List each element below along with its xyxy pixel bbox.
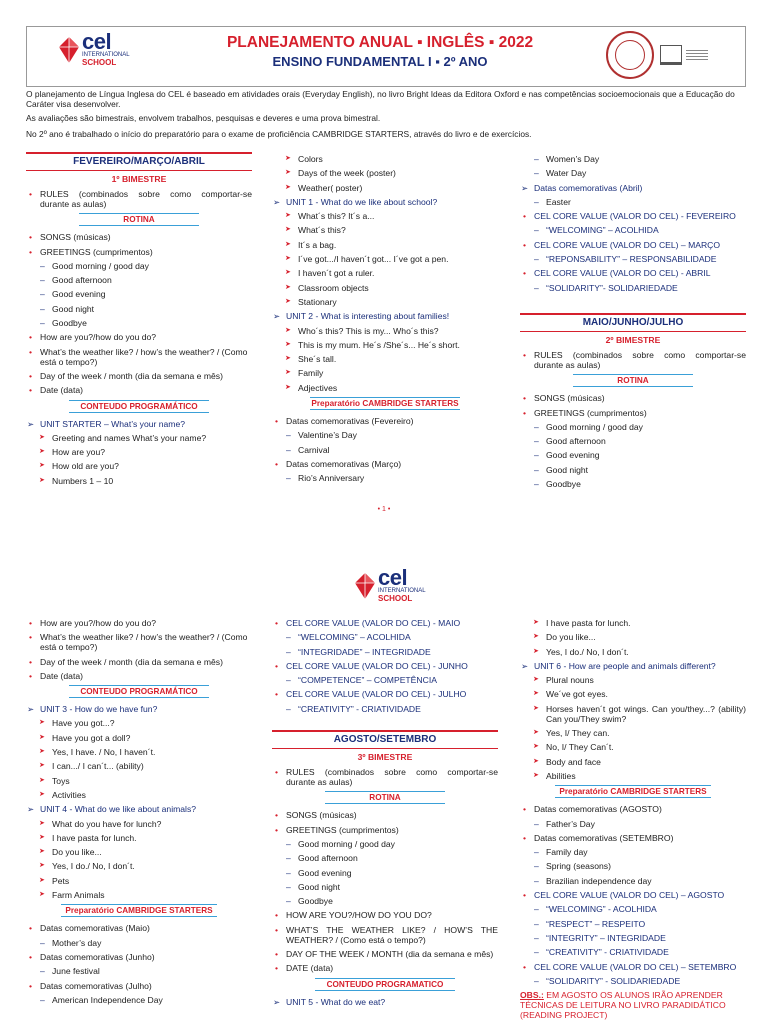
subheading-prep: Preparatório CAMBRIDGE STARTERS [555, 785, 711, 798]
list-item: ➤ Abilities [520, 771, 746, 781]
page-subtitle: ENSINO FUNDAMENTAL I ▪ 2º ANO [272, 54, 488, 69]
unit-title: ➢ UNIT 4 - What do we like about animals? [26, 804, 252, 814]
list-item: • Date (data) [26, 385, 252, 395]
school-seal-icon [606, 31, 654, 79]
list-item: ➤ Stationary [272, 297, 498, 307]
list-item: ➤ I haven´t got a ruler. [272, 268, 498, 278]
unit-title: ➢ UNIT 1 - What do we like about school? [272, 197, 498, 207]
list-item: • WHAT’S THE WEATHER LIKE? / HOW’S THE WEATHER? / (Como está o tempo?) [272, 925, 498, 945]
core-value-item: – “SOLIDARITY” - SOLIDARIEDADE [520, 976, 746, 986]
list-item: ➤ I have pasta for lunch. [520, 618, 746, 628]
list-item: • RULES (combinados sobre como comportar-se durante as aulas) [26, 189, 252, 209]
core-value-title: • CEL CORE VALUE (VALOR DO CEL) - JULHO [272, 689, 498, 699]
core-value-item: – “REPONSABILITY” – RESPONSABILIDADE [520, 254, 746, 264]
bimestre-label: 1º BIMESTRE [111, 174, 167, 184]
list-item: ➤ Classroom objects [272, 283, 498, 293]
list-item: – Good morning / good day [520, 422, 746, 432]
unit-title: ➢ UNIT 3 - How do we have fun? [26, 704, 252, 714]
list-item: • SONGS (músicas) [520, 393, 746, 403]
list-item: – Easter [520, 197, 746, 207]
list-item: ➤ Do you like... [26, 847, 252, 857]
list-item: ➤ How old are you? [26, 461, 252, 471]
logo-sub: INTERNATIONAL [378, 588, 426, 594]
list-item: • Datas comemorativas (Março) [272, 459, 498, 469]
list-item: ➤ Numbers 1 – 10 [26, 476, 252, 486]
list-item: ➤ I´ve got.../I haven´t got... I´ve got a pen. [272, 254, 498, 264]
list-item: – Brazilian independence day [520, 876, 746, 886]
list-item: – Spring (seasons) [520, 861, 746, 871]
unit-title: ➢ UNIT 2 - What is interesting about families! [272, 311, 498, 321]
list-item: • GREETINGS (cumprimentos) [26, 247, 252, 257]
list-item: – June festival [26, 966, 252, 976]
list-item: – Good night [520, 465, 746, 475]
subheading-conteudo: CONTEUDO PROGRAMATICO [315, 978, 455, 991]
page1-column-3 [520, 154, 746, 493]
core-value-item: – “INTEGRITY” – INTEGRIDADE [520, 933, 746, 943]
intro-paragraph-2: As avaliações são bimestrais, envolvem trabalhos, pesquisas e deveres e uma prova bimestral. [26, 113, 381, 123]
list-item: • Datas comemorativas (SETEMBRO) [520, 833, 746, 843]
list-item: ➤ Adjectives [272, 383, 498, 393]
list-item: ➤ How are you? [26, 447, 252, 457]
core-value-title: • CEL CORE VALUE (VALOR DO CEL) – MARÇO [520, 240, 746, 250]
list-item: ➤ Body and face [520, 757, 746, 767]
list-item: – Good afternoon [272, 853, 498, 863]
list-item: • DAY OF THE WEEK / MONTH (dia da semana e mês) [272, 949, 498, 959]
list-item: ➤ It´s a bag. [272, 240, 498, 250]
list-item: ➤ Toys [26, 776, 252, 786]
list-item: – Rio’s Anniversary [272, 473, 498, 483]
logo-sub: INTERNATIONAL [82, 52, 130, 58]
list-item: ➤ She´s tall. [272, 354, 498, 364]
unit-title: ➢ UNIT 5 - What do we eat? [272, 997, 498, 1007]
list-item: – American Independence Day [26, 995, 252, 1005]
list-item: • HOW ARE YOU?/HOW DO YOU DO? [272, 910, 498, 920]
list-item: – Good evening [520, 450, 746, 460]
list-item: • Datas comemorativas (AGOSTO) [520, 804, 746, 814]
core-value-title: • CEL CORE VALUE (VALOR DO CEL) - JUNHO [272, 661, 498, 671]
logo-text: cel [82, 29, 112, 54]
bimestre-label: 3º BIMESTRE [357, 752, 413, 763]
obs-note [520, 990, 746, 1020]
list-item: – Good evening [26, 289, 252, 299]
list-item: ➤ Pets [26, 876, 252, 886]
list-item: – Goodbye [272, 896, 498, 906]
list-item: • What’s the weather like? / how’s the weather? / (Como está o tempo?) [26, 347, 252, 367]
list-item: – Women’s Day [520, 154, 746, 164]
list-item: ➤ What´s this? [272, 225, 498, 235]
cel-logo-page2 [354, 565, 426, 603]
list-item: – Father’s Day [520, 819, 746, 829]
logo-sub2: SCHOOL [378, 594, 413, 603]
core-value-item: – “CREATIVITY” - CRIATIVIDADE [520, 947, 746, 957]
list-item: ➤ What´s this? It´s a... [272, 211, 498, 221]
list-item: – Good afternoon [26, 275, 252, 285]
list-item: – Good night [272, 882, 498, 892]
list-item: ➢ Datas comemorativas (Abril) [520, 183, 746, 193]
list-item: • Datas comemorativas (Maio) [26, 923, 252, 933]
core-value-item: – “WELCOMING” – ACOLHIDA [272, 632, 498, 642]
page1-column-1 [26, 152, 252, 490]
list-item: ➤ Yes, I do./ No, I don´t. [520, 647, 746, 657]
section-heading: AGOSTO/SETEMBRO [272, 730, 498, 749]
section-heading: FEVEREIRO/MARÇO/ABRIL [26, 152, 252, 171]
list-item: – Good morning / good day [26, 261, 252, 271]
cel-logo [58, 29, 130, 67]
list-item: ➤ Yes, I do./ No, I don´t. [26, 861, 252, 871]
logo-text: cel [378, 565, 408, 590]
list-item: – Good night [26, 304, 252, 314]
list-item: – Valentine’s Day [272, 430, 498, 440]
list-item: ➤ Who´s this? This is my... Who´s this? [272, 326, 498, 336]
list-item: ➤ Colors [272, 154, 498, 164]
obs-label: OBS.: [520, 990, 544, 1001]
page2-column-2 [272, 618, 498, 1011]
core-value-item: – “RESPECT” – RESPEITO [520, 919, 746, 929]
list-item: • What’s the weather like? / how’s the weather? / (Como está o tempo?) [26, 632, 252, 652]
page1-column-2 [272, 154, 498, 488]
list-item: – Goodbye [520, 479, 746, 489]
subheading-prep: Preparatório CAMBRIDGE STARTERS [311, 399, 459, 409]
list-item: ➤ This is my mum. He´s /She´s... He´s short. [272, 340, 498, 350]
list-item: ➤ I have pasta for lunch. [26, 833, 252, 843]
list-item: ➤ Do you like... [520, 632, 746, 642]
list-item: ➤ Activities [26, 790, 252, 800]
list-item: – Good morning / good day [272, 839, 498, 849]
list-item: • How are you?/how do you do? [26, 618, 252, 628]
list-item: – Good evening [272, 868, 498, 878]
list-item: ➤ Days of the week (poster) [272, 168, 498, 178]
intro-paragraph-1: O planejamento de Língua Inglesa do CEL é baseado em atividades orais (Everyday English), no livro Bright Ideas da Editora Oxford e nas competências socioemocionais que a Educação do Caráter visa desenvolver. [26, 89, 735, 109]
list-item: • RULES (combinados sobre como comportar-se durante as aulas) [272, 767, 498, 787]
subheading-prep: Preparatório CAMBRIDGE STARTERS [61, 904, 217, 917]
core-value-item: – “INTEGRIDADE” – INTEGRIDADE [272, 647, 498, 657]
page-number: • 1 • [377, 506, 391, 513]
page-title: PLANEJAMENTO ANUAL ▪ INGLÊS ▪ 2022 [226, 34, 534, 51]
list-item: • GREETINGS (cumprimentos) [520, 408, 746, 418]
list-item: • Datas comemorativas (Julho) [26, 981, 252, 991]
core-value-title: • CEL CORE VALUE (VALOR DO CEL) – AGOSTO [520, 890, 746, 900]
subheading-rotina: ROTINA [325, 791, 445, 804]
intro-paragraph-3: No 2º ano é trabalhado o início do preparatório para o exame de proficiência CAMBRIDGE STARTERS, através do livro e de exercícios. [26, 129, 532, 139]
list-item: – Goodbye [26, 318, 252, 328]
list-item: ➤ What do you have for lunch? [26, 819, 252, 829]
list-item: ➤ Have you got...? [26, 718, 252, 728]
unesco-icon [660, 45, 682, 65]
list-item: • DATE (data) [272, 963, 498, 973]
list-item: ➤ Yes, I have. / No, I haven´t. [26, 747, 252, 757]
seals [606, 31, 724, 79]
list-item: • Datas comemorativas (Fevereiro) [272, 416, 498, 426]
list-item: ➤ No, I/ They Can´t. [520, 742, 746, 752]
list-item: • GREETINGS (cumprimentos) [272, 825, 498, 835]
core-value-title: • CEL CORE VALUE (VALOR DO CEL) – SETEMBRO [520, 962, 746, 972]
list-item: • SONGS (músicas) [26, 232, 252, 242]
list-item: ➤ We´ve got eyes. [520, 689, 746, 699]
section-heading: MAIO/JUNHO/JULHO [520, 313, 746, 332]
unit-title: ➢ UNIT 6 - How are people and animals different? [520, 661, 746, 671]
list-item: – Family day [520, 847, 746, 857]
list-item: • SONGS (músicas) [272, 810, 498, 820]
kite-icon [58, 36, 80, 64]
core-value-item: – “WELCOMING” - ACOLHIDA [520, 904, 746, 914]
list-item: ➤ I can.../ I can´t... (ability) [26, 761, 252, 771]
core-value-title: • CEL CORE VALUE (VALOR DO CEL) - MAIO [272, 618, 498, 628]
subheading-rotina: ROTINA [573, 374, 693, 387]
page2-column-3 [520, 618, 746, 1020]
list-item: • How are you?/how do you do? [26, 332, 252, 342]
unit-title: ➢ UNIT STARTER – What’s your name? [26, 419, 252, 429]
membership-text-icon [686, 50, 708, 60]
core-value-item: – “COMPETENCE” – COMPETÊNCIA [272, 675, 498, 685]
list-item: • RULES (combinados sobre como comportar-se durante as aulas) [520, 350, 746, 370]
logo-sub2: SCHOOL [82, 58, 117, 67]
core-value-title: • CEL CORE VALUE (VALOR DO CEL) - FEVEREIRO [520, 211, 746, 221]
list-item: ➤ Have you got a doll? [26, 733, 252, 743]
list-item: – Good afternoon [520, 436, 746, 446]
subheading-conteudo: CONTEUDO PROGRAMÁTICO [69, 685, 209, 698]
list-item: ➤ Yes, I/ They can. [520, 728, 746, 738]
list-item: ➤ Family [272, 368, 498, 378]
page2-column-1 [26, 618, 252, 1009]
list-item: • Day of the week / month (dia da semana e mês) [26, 371, 252, 381]
list-item: ➤ Farm Animals [26, 890, 252, 900]
core-value-item: – “WELCOMING” – ACOLHIDA [520, 225, 746, 235]
subheading-conteudo: CONTEUDO PROGRAMÁTICO [69, 400, 209, 413]
core-value-title: • CEL CORE VALUE (VALOR DO CEL) - ABRIL [520, 268, 746, 278]
subheading-rotina: ROTINA [79, 213, 199, 226]
list-item: – Carnival [272, 445, 498, 455]
list-item: ➤ Plural nouns [520, 675, 746, 685]
list-item: ➤ Horses haven´t got wings. Can you/they...? (ability) Can you/They swim? [520, 704, 746, 724]
core-value-item: – “CREATIVITY” - CRIATIVIDADE [272, 704, 498, 714]
list-item: – Mother’s day [26, 938, 252, 948]
list-item: • Datas comemorativas (Junho) [26, 952, 252, 962]
core-value-item: – “SOLIDARITY”- SOLIDARIEDADE [520, 283, 746, 293]
list-item: • Day of the week / month (dia da semana e mês) [26, 657, 252, 667]
obs-text: EM AGOSTO OS ALUNOS IRÃO APRENDER TÉCNICAS DE LEITURA NO LIVRO PARADIDÁTICO (READING PROJECT) [520, 990, 726, 1021]
list-item: • Date (data) [26, 671, 252, 681]
list-item: ➤ Greeting and names What’s your name? [26, 433, 252, 443]
list-item: ➤ Weather( poster) [272, 183, 498, 193]
kite-icon [354, 572, 376, 600]
list-item: – Water Day [520, 168, 746, 178]
bimestre-label: 2º BIMESTRE [605, 334, 661, 345]
